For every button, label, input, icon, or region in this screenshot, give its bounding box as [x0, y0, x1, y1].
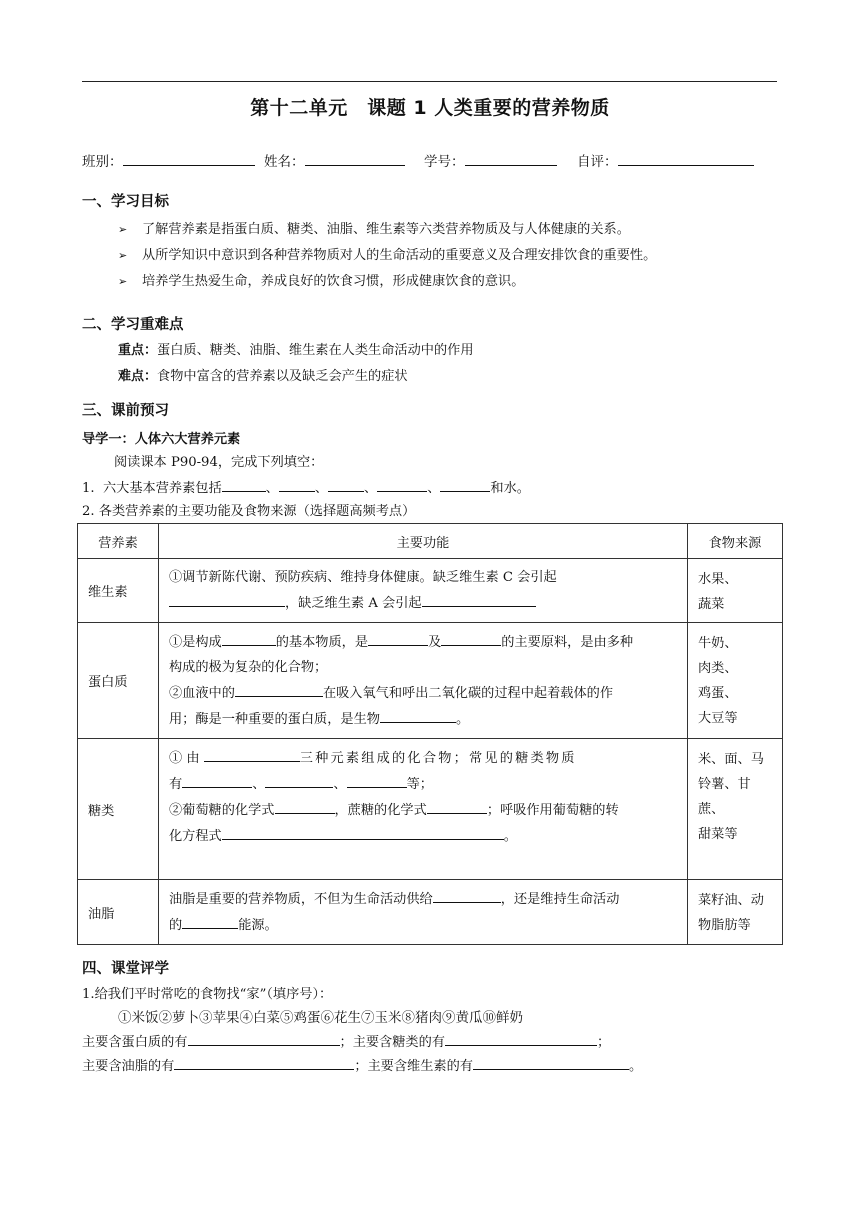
arrow-bullet-icon: ➢ — [118, 223, 128, 236]
self-eval-field: 自评： — [577, 150, 754, 170]
column-header: 主要功能 — [159, 524, 688, 559]
food-source: 水果、 蔬菜 — [688, 559, 783, 623]
list-item: ➢ 从所学知识中意识到各种营养物质对人的生命活动的重要意义及合理安排饮食的重要性。 — [118, 248, 657, 263]
nutrient-function: ①调节新陈代谢、预防疾病、维持身体健康。缺乏维生素 C 会引起 ，缺乏维生素 A 会引起 — [159, 559, 688, 623]
nutrient-function: 油脂是重要的营养物质，不但为生命活动供给 ，还是维持生命活动 的 能源。 — [159, 880, 688, 945]
name-field: 姓名： — [264, 150, 405, 170]
nutrient-name: 油脂 — [78, 880, 159, 945]
nutrient-function: ① 由 三 种 元 素 组 成 的 化 合 物 ； 常 见 的 糖 类 物 质 有 、 、 等； ②葡萄糖的化学式 ，蔗糖的化学式 ；呼吸作用葡萄糖的转 化方程式 。 — [159, 739, 688, 880]
list-item: ➢ 培养学生热爱生命，养成良好的饮食习惯，形成健康饮食的意识。 — [118, 274, 525, 289]
question-1: 1. 六大基本营养素包括 、 、 、 、 和水。 — [82, 475, 530, 496]
answer-line-protein-sugar: 主要含蛋白质的有 ；主要含糖类的有 ； — [82, 1029, 610, 1050]
student-id-field: 学号： — [424, 150, 557, 170]
table-row — [78, 559, 783, 623]
nutrient-name: 糖类 — [78, 739, 159, 880]
nutrient-name: 蛋白质 — [78, 623, 159, 739]
column-header: 营养素 — [78, 524, 159, 559]
nutrient-function: ①是构成 的基本物质，是 及 的主要原料，是由多种 构成的极为复杂的化合物； ②血液中的 在吸入氧气和呼出二氧化碳的过程中起着载体的作 用；酶是一种重要的蛋白质，是生物 。 — [159, 623, 688, 739]
table-row — [78, 739, 783, 880]
class-field: 班别： — [82, 150, 255, 170]
food-source: 菜籽油、动 物脂肪等 — [688, 880, 783, 945]
answer-line-fat-vitamin: 主要含油脂的有 ；主要含维生素的有 。 — [82, 1053, 642, 1074]
section-heading-objectives: 一、学习目标 — [82, 194, 169, 210]
difficult-point: 难点：食物中富含的营养素以及缺乏会产生的症状 — [118, 369, 408, 384]
top-rule — [82, 81, 777, 82]
question-2: 2. 各类营养素的主要功能及食物来源（选择题高频考点） — [82, 504, 416, 519]
nutrient-table — [77, 523, 783, 945]
section-heading-class-evaluation: 四、课堂评学 — [82, 961, 169, 977]
list-item: ➢ 了解营养素是指蛋白质、糖类、油脂、维生素等六类营养物质及与人体健康的关系。 — [118, 222, 630, 237]
food-source: 牛奶、 肉类、 鸡蛋、 大豆等 — [688, 623, 783, 739]
food-source: 米、面、马 铃薯、甘蔗、 甜菜等 — [688, 739, 783, 880]
key-point: 重点：蛋白质、糖类、油脂、维生素在人类生命活动中的作用 — [118, 343, 474, 358]
section-heading-key-points: 二、学习重难点 — [82, 317, 184, 333]
column-header: 食物来源 — [688, 524, 783, 559]
arrow-bullet-icon: ➢ — [118, 275, 128, 288]
nutrient-name: 维生素 — [78, 559, 159, 623]
reading-instruction: 阅读课本 P90-94，完成下列填空： — [114, 455, 324, 470]
question-food-home: 1.给我们平时常吃的食物找“家”（填序号）： — [82, 987, 333, 1002]
arrow-bullet-icon: ➢ — [118, 249, 128, 262]
guide-title: 导学一：人体六大营养元素 — [82, 432, 241, 447]
food-list: ①米饭②萝卜③苹果④白菜⑤鸡蛋⑥花生⑦玉米⑧猪肉⑨黄瓜⑩鲜奶 — [118, 1010, 523, 1026]
table-row — [78, 880, 783, 945]
table-row — [78, 623, 783, 739]
page-title: 第十二单元 课题 1 人类重要的营养物质 — [250, 97, 610, 119]
table-header-row — [78, 524, 783, 559]
section-heading-preview: 三、课前预习 — [82, 403, 169, 419]
